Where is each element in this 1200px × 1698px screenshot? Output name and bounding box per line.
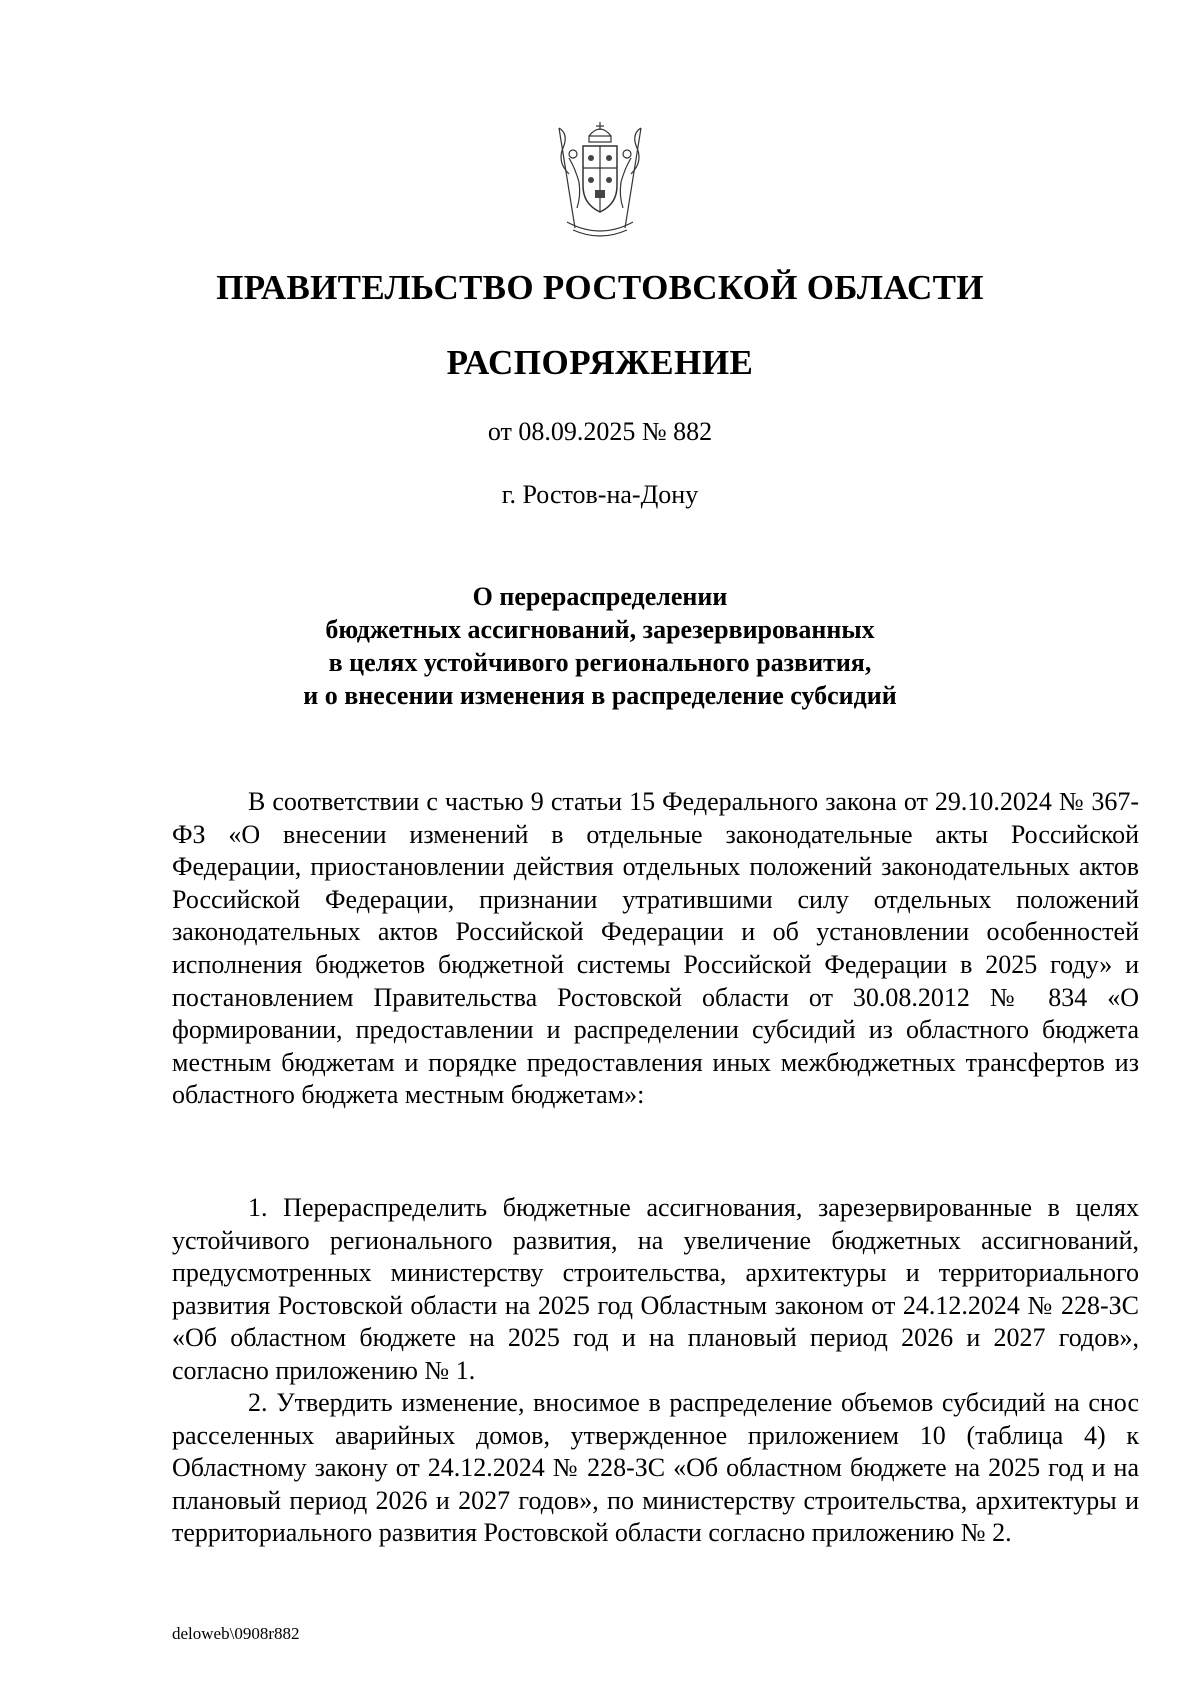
- item-1-paragraph: 1. Перераспределить бюджетные ассигнования, зарезервированные в целях устойчивого регионального развития, на увеличение бюджетных ассигнований, предусмотренных министерству строительства, архитектуры и территориального развития Ростовской области на 2025 год Областным законом от 24.12.2024 № 228-ЗС «Об областном бюджете на 2025 год и на плановый период 2026 и 2027 годов», согласно приложению № 1.: [172, 1193, 1139, 1385]
- subject-line: О перераспределении: [472, 582, 728, 611]
- subject-line: и о внесении изменения в распределение субсидий: [303, 681, 897, 710]
- document-subject: [0, 580, 1200, 712]
- item-2-paragraph: 2. Утвердить изменение, вносимое в распределение объемов субсидий на снос расселенных аварийных домов, утвержденное приложением 10 (таблица 4) к Областному закону от 24.12.2024 № 228-ЗС «Об областном бюджете на 2025 год и на плановый период 2026 и 2027 годов», по министерству строительства, архитектуры и территориального развития Ростовской области согласно приложению № 2.: [172, 1388, 1139, 1548]
- document-city: г. Ростов-на-Дону: [501, 480, 699, 509]
- document-date-number: от 08.09.2025 № 882: [487, 417, 713, 446]
- coat-of-arms-icon: [545, 118, 655, 243]
- footer-document-code: deloweb\0908r882: [172, 1624, 300, 1643]
- subject-line: в целях устойчивого регионального развития,: [328, 648, 872, 677]
- government-title: ПРАВИТЕЛЬСТВО РОСТОВСКОЙ ОБЛАСТИ: [216, 268, 984, 307]
- preamble-paragraph: В соответствии с частью 9 статьи 15 Федерального закона от 29.10.2024 № 367-ФЗ «О внесении изменений в отдельные законодательные акты Российской Федерации, приостановлении действия отдельных положений законодательных актов Российской Федерации, признании утратившими силу отдельных положений законодательных актов Российской Федерации и об установлении особенностей исполнения бюджетов бюджетной системы Российской Федерации в 2025 году» и постановлением Правительства Ростовской области от 30.08.2012 № 834 «О формировании, предоставлении и распределении субсидий из областного бюджета местным бюджетам и порядке предоставления иных межбюджетных трансфертов из областного бюджета местным бюджетам»:: [172, 787, 1139, 1110]
- document-type: РАСПОРЯЖЕНИЕ: [446, 343, 754, 382]
- subject-line: бюджетных ассигнований, зарезервированных: [325, 615, 875, 644]
